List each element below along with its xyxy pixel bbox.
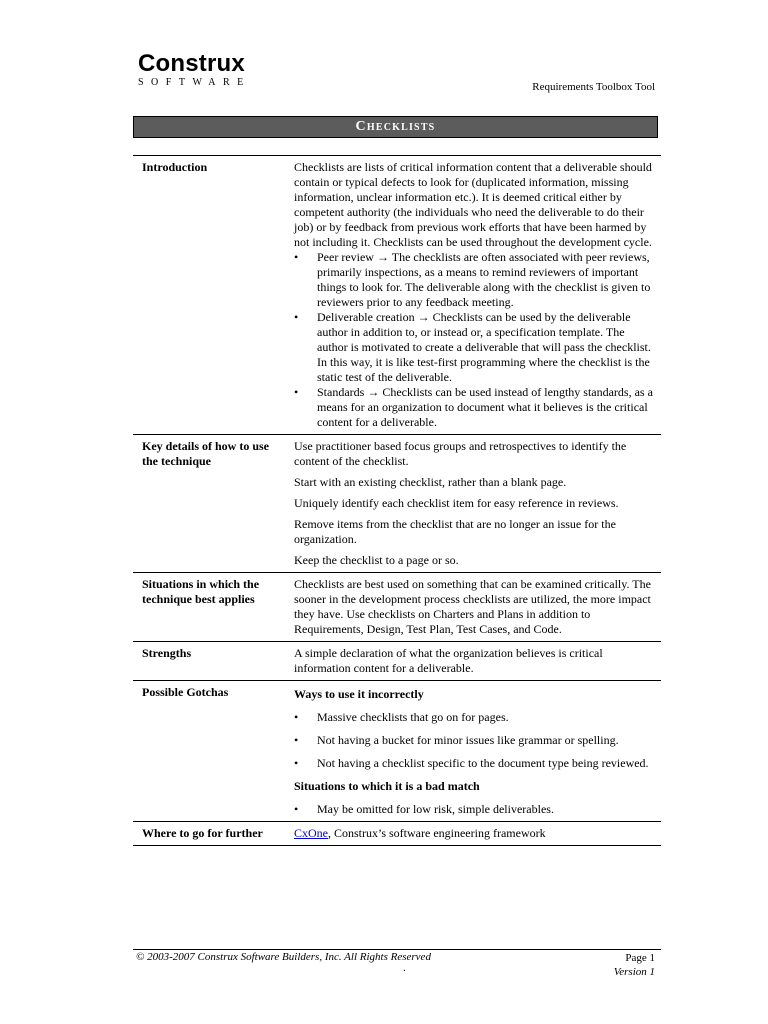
logo-main-text: Construx <box>138 50 245 77</box>
key-detail-paragraph: Remove items from the checklist that are no longer an issue for the organization. <box>294 517 616 546</box>
list-item: • Peer review → The checklists are often associated with peer reviews, primarily inspections, as a means to remind reviewers of important things to look for. The deliverable along with the checklist is given to reviewers prior to any feedback meeting. <box>317 250 655 310</box>
footer-page-info <box>614 951 655 979</box>
table-row <box>133 573 661 642</box>
tool-name: Requirements Toolbox Tool <box>532 81 655 93</box>
table-row <box>133 822 661 846</box>
technique-table <box>133 155 661 846</box>
cxone-link[interactable]: CxOne <box>294 826 328 840</box>
page-title: Checklists <box>133 116 658 138</box>
page-number: Page 1 <box>625 952 655 964</box>
gotchas-bullets-incorrect <box>294 710 655 771</box>
key-detail-paragraph: Start with an existing checklist, rather than a blank page. <box>294 475 567 489</box>
row-label-strengths: Strengths <box>133 642 285 681</box>
table-row <box>133 681 661 822</box>
list-item: • Not having a bucket for minor issues like grammar or spelling. <box>317 733 655 748</box>
key-detail-paragraph: Uniquely identify each checklist item for easy reference in reviews. <box>294 496 619 510</box>
situations-paragraph: Checklists are best used on something that can be examined critically. The sooner in the development process checklists are utilized, the more impact they have. Use checklists on Charters and Plans in addition to Requirements, Design, Test Plan, Test Cases, and Code. <box>285 573 661 642</box>
further-content <box>285 822 661 846</box>
version-label: Version 1 <box>613 966 655 978</box>
list-item: • May be omitted for low risk, simple deliverables. <box>317 802 655 817</box>
introduction-paragraph: Checklists are lists of critical information content that a deliverable should contain or typical defects to look for (duplicated information, missing information, unclear information etc.). It is deemed critical either by competent authority (the individuals who need the deliverable to do their job) or by feedback from previous work efforts that have been harmed by not including it. Checklists can be used throughout the development cycle. <box>294 160 652 249</box>
row-label-situations: Situations in which the technique best applies <box>133 573 285 642</box>
row-label-key-details: Key details of how to use the technique <box>133 435 285 573</box>
gotchas-bullets-bad-match <box>294 802 655 817</box>
row-label-gotchas: Possible Gotchas <box>133 681 285 822</box>
logo-sub-text: SOFTWARE <box>138 77 251 88</box>
table-row <box>133 435 661 573</box>
table-row <box>133 642 661 681</box>
construx-logo <box>138 52 251 88</box>
gotchas-heading-incorrect: Ways to use it incorrectly <box>294 687 424 701</box>
key-detail-paragraph: Keep the checklist to a page or so. <box>294 553 459 567</box>
introduction-content <box>285 156 661 435</box>
row-label-introduction: Introduction <box>133 156 285 435</box>
footer-dot: . <box>403 962 406 974</box>
footer-divider <box>133 949 661 950</box>
table-row <box>133 156 661 435</box>
list-item: • Not having a checklist specific to the document type being reviewed. <box>317 756 655 771</box>
footer-copyright: © 2003-2007 Construx Software Builders, Inc. All Rights Reserved <box>136 951 431 963</box>
introduction-bullets <box>294 250 655 430</box>
key-details-content <box>285 435 661 573</box>
list-item: • Standards → Checklists can be used instead of lengthy standards, as a means for an organization to document what it believes is the critical content for a deliverable. <box>317 385 655 430</box>
gotchas-content <box>285 681 661 822</box>
gotchas-heading-bad-match: Situations to which it is a bad match <box>294 779 480 793</box>
key-detail-paragraph: Use practitioner based focus groups and retrospectives to identify the content of the checklist. <box>294 439 627 468</box>
list-item: • Deliverable creation → Checklists can be used by the deliverable author in addition to, or instead or, a specification template. The author is motivated to create a deliverable that will pass the checklist. In this way, it is like test-first programming where the checklist is the static test of the deliverable. <box>317 310 655 385</box>
strengths-paragraph: A simple declaration of what the organization believes is critical information content for a deliverable. <box>285 642 661 681</box>
list-item: • Massive checklists that go on for pages. <box>317 710 655 725</box>
row-label-further: Where to go for further <box>133 822 285 846</box>
further-text: , Construx’s software engineering framework <box>328 826 546 840</box>
